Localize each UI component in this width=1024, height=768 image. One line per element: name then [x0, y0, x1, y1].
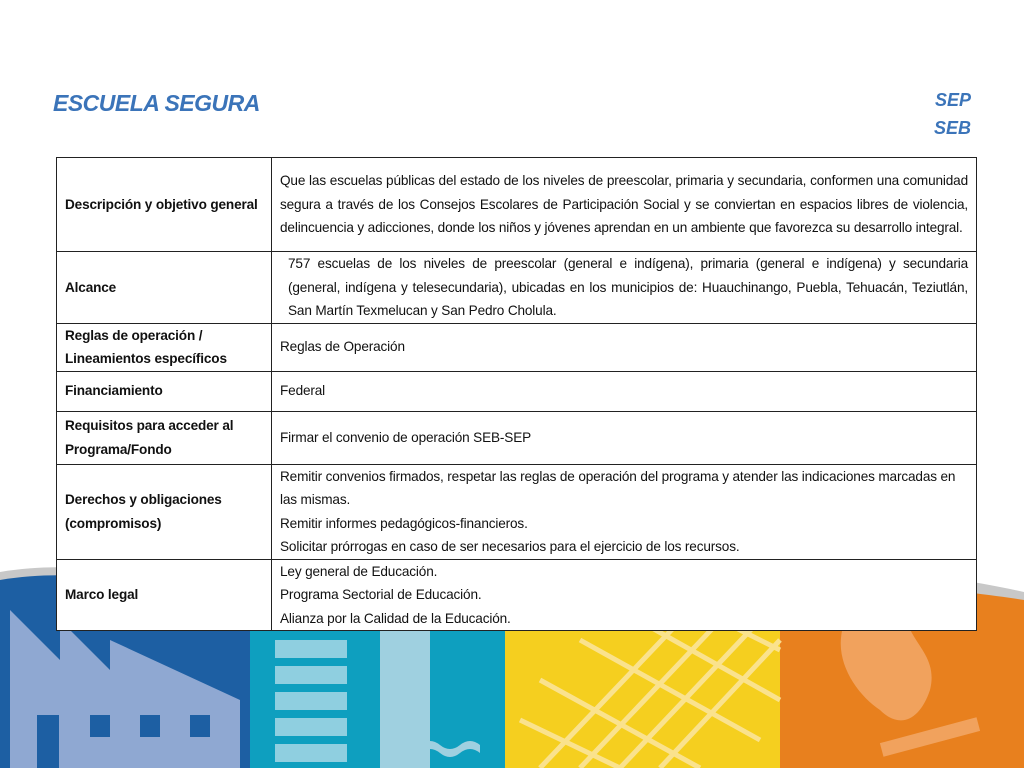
table-row	[57, 252, 977, 324]
row-label: Financiamiento	[57, 371, 272, 411]
row-label: Requisitos para acceder al Programa/Fondo	[57, 411, 272, 464]
table-row	[57, 371, 977, 411]
row-value: 757 escuelas de los niveles de preescolar (general e indígena), primaria (general e indígena) y secundaria (general, indígena y telesecundaria), ubicadas en los municipios de: Huauchinango, Puebla, Tehuacán, Teziutlán, San Martín Texmelucan y San Pedro Cholula.	[272, 252, 977, 324]
value-line: Remitir convenios firmados, respetar las reglas de operación del programa y atender las indicaciones marcadas en las mismas.	[280, 468, 956, 507]
org-label-sep: SEP	[934, 90, 971, 110]
row-value	[272, 559, 977, 631]
row-label: Reglas de operación / Lineamientos específicos	[57, 323, 272, 371]
row-label: Marco legal	[57, 559, 272, 631]
row-value: Reglas de Operación	[272, 323, 977, 371]
value-line: Alianza por la Calidad de la Educación.	[280, 610, 511, 626]
value-line: Ley general de Educación.	[280, 563, 438, 579]
row-label: Alcance	[57, 252, 272, 324]
table-row	[57, 158, 977, 252]
row-label: Derechos y obligaciones (compromisos)	[57, 464, 272, 559]
org-label-seb: SEB	[933, 118, 971, 138]
table-row	[57, 411, 977, 464]
table-row	[57, 559, 977, 631]
row-value: Federal	[272, 371, 977, 411]
row-value: Que las escuelas públicas del estado de los niveles de preescolar, primaria y secundaria, conformen una comunidad segura a través de los Consejos Escolares de Participación Social y se conviertan en espacios libres de violencia, delincuencia y adicciones, donde los niños y jóvenes aprendan en un ambiente que favorezca su desarrollo integral.	[272, 158, 977, 252]
row-value: Firmar el convenio de operación SEB-SEP	[272, 411, 977, 464]
value-line: Solicitar prórrogas en caso de ser necesarios para el ejercicio de los recursos.	[280, 539, 740, 554]
value-line: Programa Sectorial de Educación.	[280, 587, 482, 602]
page-title: ESCUELA SEGURA	[53, 90, 260, 116]
program-info-table	[56, 157, 977, 631]
value-line: Remitir informes pedagógicos-financieros.	[280, 515, 528, 531]
table-row	[57, 323, 977, 371]
row-value	[272, 464, 977, 559]
table-row	[57, 464, 977, 559]
row-label: Descripción y objetivo general	[57, 158, 272, 252]
